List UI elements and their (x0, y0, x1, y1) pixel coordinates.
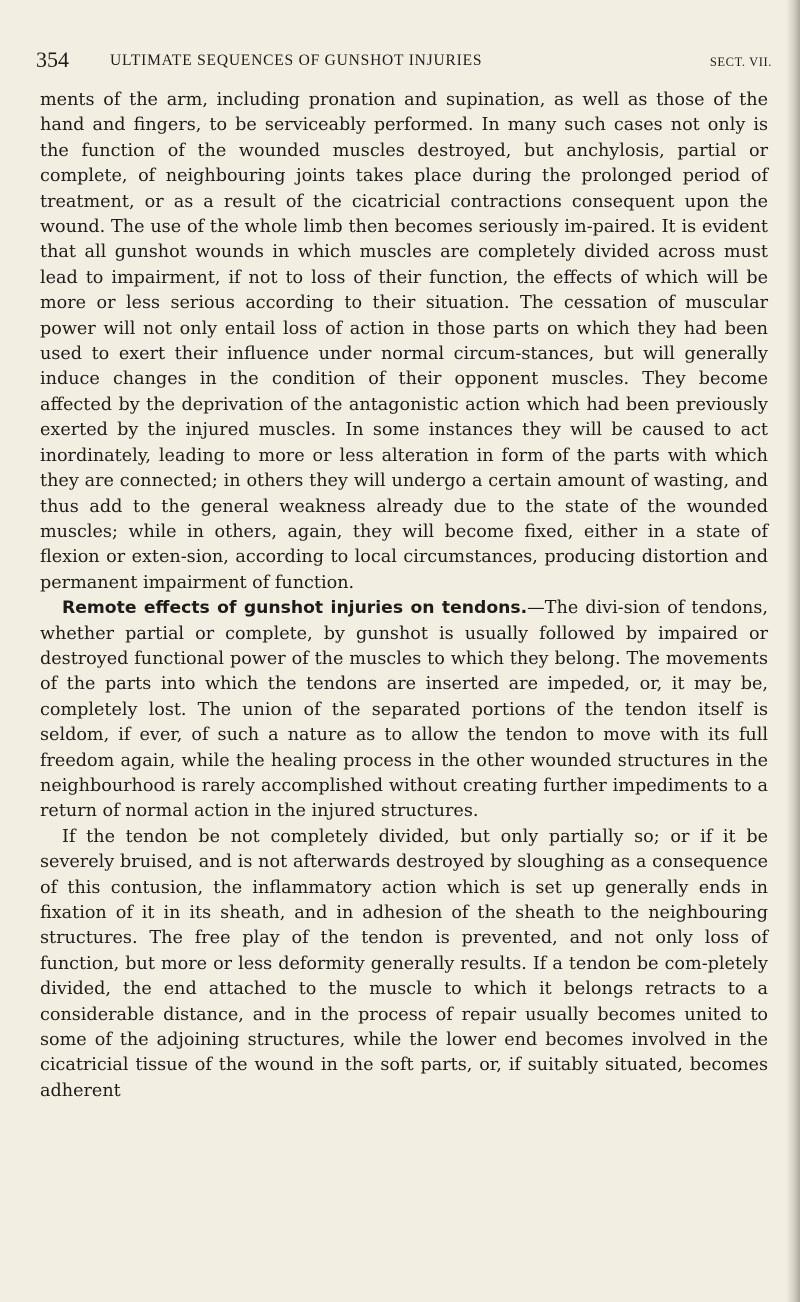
section-heading: Remote effects of gunshot injuries on tendons. (62, 598, 528, 619)
body-text (40, 88, 768, 1104)
paragraph-muscles: ments of the arm, including pronation and supination, as well as those of the hand and fingers, to be serviceably performed. In many such cases not only is the function of the wounded muscles destroyed, but anchylosis, partial or complete, of neighbouring joints takes place during the prolonged period of treatment, or as a result of the cicatricial contractions consequent upon the wound. The use of the whole limb then becomes seriously im-paired. It is evident that all gunshot wounds in which muscles are completely divided across must lead to impairment, if not to loss of their function, the effects of which will be more or less serious according to their situation. The cessation of muscular power will not only entail loss of action in those parts on which they had been used to exert their influence under normal circum-stances, but will generally induce changes in the condition of their opponent muscles. They become affected by the deprivation of the antagonistic action which had been previously exerted by the injured muscles. In some instances they will be caused to act inordinately, leading to more or less alteration in form of the parts with which they are connected; in others they will undergo a certain amount of wasting, and thus add to the general weakness already due to the state of the wounded muscles; while in others, again, they will become fixed, either in a state of flexion or exten-sion, according to local circumstances, producing distortion and permanent impairment of function. (40, 90, 768, 593)
paragraph-tendons-text: —The divi-sion of tendons, whether partial or complete, by gunshot is usually followed by impaired or destroyed functional power of the muscles to which they belong. The movements of the parts into which the tendons are inserted are impeded, or, it may be, completely lost. The union of the separated portions of the tendon itself is seldom, if ever, of such a nature as to allow the tendon to move with its full freedom again, while the healing process in the other wounded structures in the neighbourhood is rarely accomplished without creating further impediments to a return of normal action in the injured structures. (40, 598, 768, 822)
section-label: SECT. VII. (709, 55, 772, 69)
page-number: 354 (36, 47, 69, 72)
running-head: ULTIMATE SEQUENCES OF GUNSHOT INJURIES (110, 52, 483, 69)
page-edge-shadow (786, 0, 800, 1302)
paragraph-partial-division: If the tendon be not completely divided, but only partially so; or if it be severely bruised, and is not afterwards destroyed by sloughing as a consequence of this contusion, the inflammatory action which is set up generally ends in fixation of it in its sheath, and in adhesion of the sheath to the neighbouring structures. The free play of the tendon is prevented, and not only loss of function, but more or less deformity generally results. If a tendon be com-pletely divided, the end attached to the muscle to which it belongs retracts to a considerable distance, and in the process of repair usually becomes united to some of the adjoining structures, while the lower end becomes involved in the cicatricial tissue of the wound in the soft parts, or, if suitably situated, becomes adherent (40, 826, 768, 1101)
paragraph-tendons (40, 596, 768, 825)
page-header (36, 46, 772, 76)
